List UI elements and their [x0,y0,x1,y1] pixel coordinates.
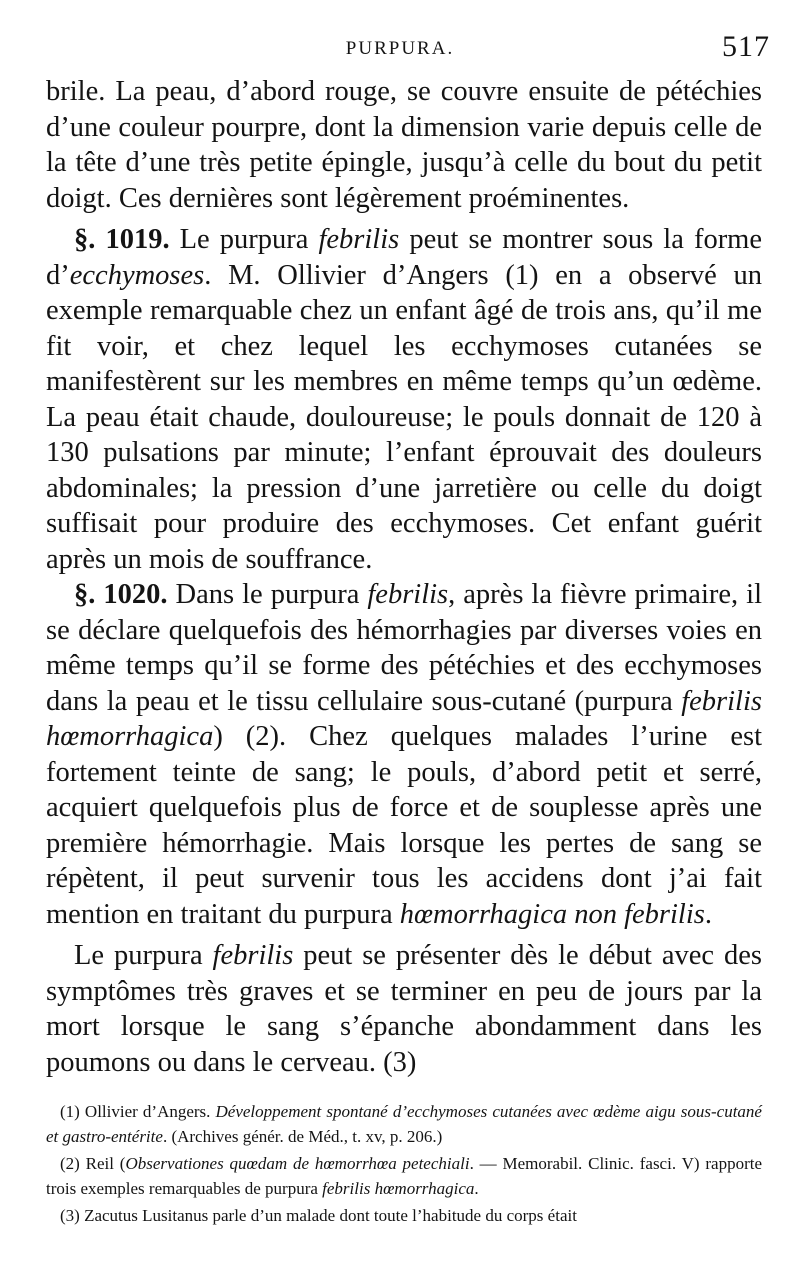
text-run: Le purpura [74,940,213,971]
footnote-italic: Observationes quœdam de hœmorrhœa petechiali [125,1154,470,1173]
footnote-italic: febrilis hœmorrhagica [322,1178,475,1198]
text-run: , après la fièvre primaire, il se déclare quelquefois des hémorrhagies par diverses voies en même temps qu’il se forme des pétéchies et des ecchymoses dans la peau et le tissu cellulaire sous-cutané (purpura [46,579,762,717]
footnote-1 [46,1100,762,1149]
page-number: 517 [722,30,770,63]
text-run: . M. Ollivier d’Angers (1) en a observé un exemple remarquable chez un enfant âgé de trois ans, qu’il me fit voir, et chez lequel les ecchymoses cutanées se manifestèrent sur les membres en même temps qu’un œdème. La peau était chaude, douloureuse; le pouls donnait de 120 à 130 pulsations par minute; l’enfant éprouvait des douleurs abdominales; la pression d’une jarretière ou celle du doigt suffisait pour produire des ecchymoses. Cet enfant guérit après un mois de souffrance. [46,259,762,575]
italic-term: febrilis hœmorrhagica [46,685,762,752]
text-run: ) (2). Chez quelques malades l’urine est fortement teinte de sang; le pouls, d’abord petit et serré, acquiert quelquefois plus de force et de souplesse après une première hémorrhagie. Mais lorsque les pertes de sang se répètent, il peut survenir tous les accidens dont j’ai fait mention en traitant du purpura [46,721,762,930]
italic-term: hœmorrhagica non febrilis [399,898,705,930]
text-run: peut se montrer sous la forme d’ [46,224,762,291]
footnote-text: (2) Reil ( [60,1154,126,1173]
footnote-text: . — Memorabil. Clinic. fasci. V) rapporte trois exemples remarquables de purpura [46,1154,762,1198]
main-text [46,74,762,1080]
text-run: peut se présenter dès le début avec des symptômes très graves et se terminer en peu de jours par la mort lorsque le sang s’épanche abondamment dans les poumons ou dans le cerveau. (3) [46,940,762,1078]
footnote-text: (1) Ollivier d’Angers. [60,1102,216,1121]
paragraph-section-1020 [46,577,762,932]
italic-term: febrilis [212,940,294,971]
italic-term: febrilis [367,579,449,610]
section-number: §. 1019. [74,224,170,255]
text-run: . [704,898,712,930]
section-number: §. 1020. [74,579,168,610]
text-run: Dans le purpura [167,579,368,610]
text-run: Le purpura [169,224,319,255]
footnote-text: . [474,1178,479,1198]
page-header [0,30,800,70]
paragraph-continuation: brile. La peau, d’abord rouge, se couvre ensuite de pétéchies d’une couleur pourpre, dont la dimension varie depuis celle de la tête d’une très petite épingle, jusqu’à celle du bout du petit doigt. Ces dernières sont légèrement proéminentes. [46,76,762,214]
paragraph-section-1019 [46,222,762,577]
footnotes [46,1100,762,1232]
footnote-text: . (Archives génér. de Méd., t. xv, p. 206.) [162,1126,443,1146]
italic-term: ecchymoses [69,259,205,291]
paragraph-closing [46,938,762,1080]
footnote-3: (3) Zacutus Lusitanus parle d’un malade dont toute l’habitude du corps était [60,1206,577,1225]
italic-term: febrilis [318,224,400,255]
footnote-italic: Développement spontané d’ecchymoses cutanées avec œdème aigu sous-cutané et gastro-entérite [46,1102,762,1146]
footnote-2 [46,1152,762,1201]
running-title: PURPURA. [345,38,455,59]
